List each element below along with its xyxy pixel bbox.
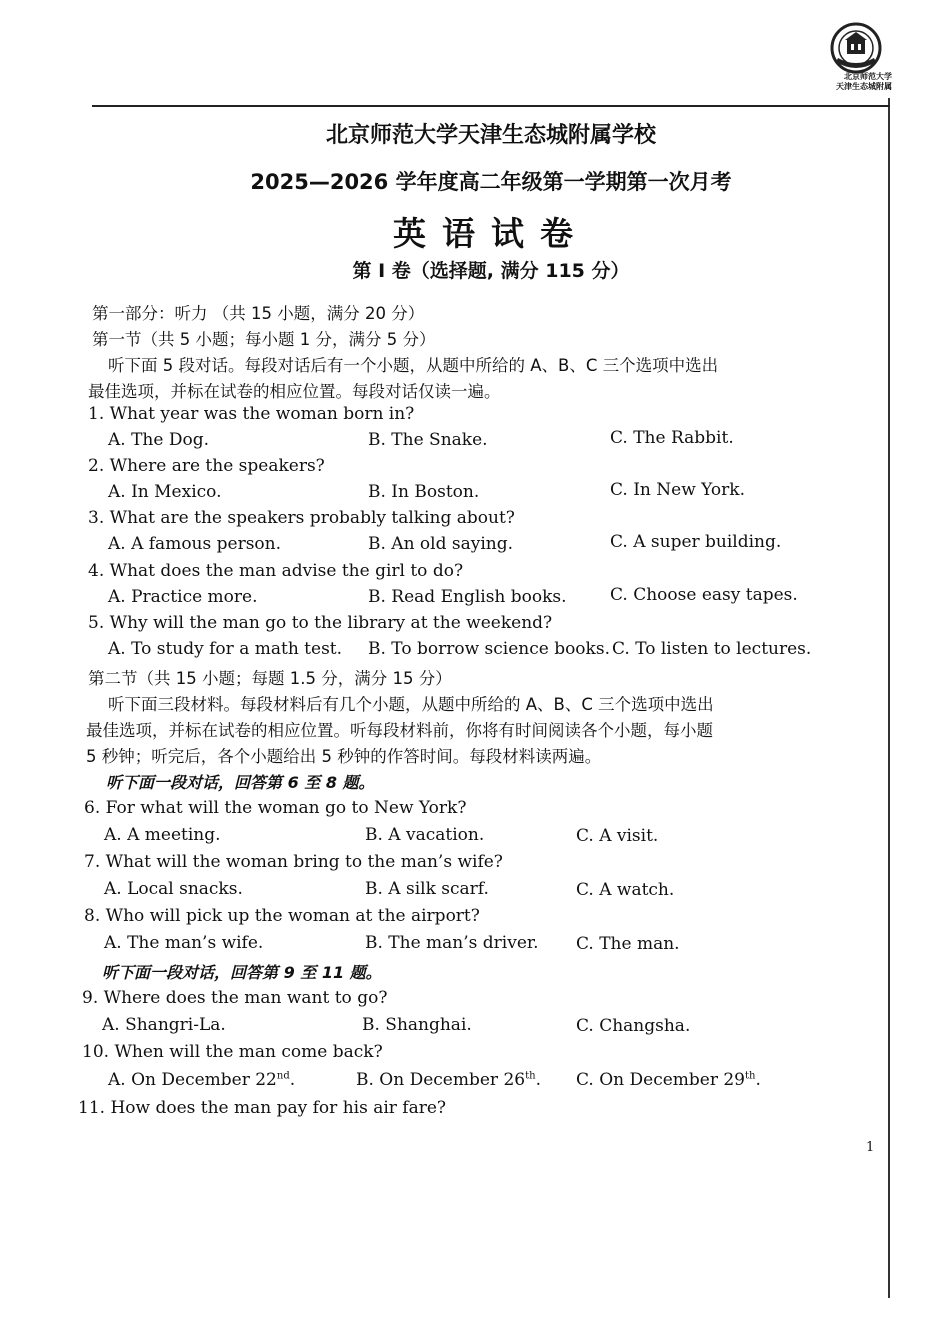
q10-option-a: [108, 1070, 295, 1090]
question-3: 3. What are the speakers probably talking about?: [88, 508, 515, 528]
logo-caption: [800, 72, 892, 92]
question-11: 11. How does the man pay for his air fare?: [78, 1098, 447, 1118]
q9-option-c: C. Changsha.: [576, 1016, 691, 1036]
q7-option-c: C. A watch.: [576, 880, 675, 900]
q4-option-a: A. Practice more.: [108, 587, 258, 607]
question-5: 5. Why will the man go to the library at the weekend?: [88, 613, 553, 633]
q5-option-a: A. To study for a math test.: [108, 639, 343, 659]
q10-option-c-text: C. On December 29: [576, 1070, 745, 1090]
q10-option-c-end: .: [755, 1070, 761, 1090]
q7-option-b: B. A silk scarf.: [365, 879, 489, 899]
header-rule: [92, 105, 890, 107]
q6-option-b: B. A vacation.: [365, 825, 485, 845]
q2-option-b: B. In Boston.: [368, 482, 480, 502]
question-2: 2. Where are the speakers?: [88, 456, 325, 476]
school-logo-icon: [830, 22, 882, 74]
q1-option-b: B. The Snake.: [368, 430, 488, 450]
q8-option-b: B. The man’s driver.: [365, 933, 539, 953]
q4-option-b: B. Read English books.: [368, 587, 567, 607]
q10-option-b: [356, 1070, 541, 1090]
listening-note-9-11: 听下面一段对话，回答第 9 至 11 题。: [102, 963, 382, 982]
subject-title: 英语试卷: [393, 214, 589, 253]
listening-note-6-8: 听下面一段对话，回答第 6 至 8 题。: [106, 773, 375, 792]
question-1: 1. What year was the woman born in?: [88, 404, 415, 424]
volume-title: 第 I 卷（选择题, 满分 115 分）: [352, 260, 630, 282]
q10-option-c-sup: th: [745, 1070, 756, 1082]
q10-option-b-end: .: [535, 1070, 541, 1090]
q10-option-a-text: A. On December 22: [108, 1070, 277, 1090]
logo-caption-line1: 北京师范大学: [844, 72, 892, 81]
q4-option-c: C. Choose easy tapes.: [610, 585, 798, 605]
q9-option-a: A. Shangri-La.: [102, 1015, 226, 1035]
q9-option-b: B. Shanghai.: [362, 1015, 472, 1035]
question-4: 4. What does the man advise the girl to do?: [88, 561, 464, 581]
q7-option-a: A. Local snacks.: [104, 879, 243, 899]
section1-instruction-line2: 最佳选项，并标在试卷的相应位置。每段对话仅读一遍。: [88, 382, 501, 401]
q3-option-b: B. An old saying.: [368, 534, 514, 554]
q10-option-a-end: .: [289, 1070, 296, 1090]
part1-title: 第一部分：听力 （共 15 小题，满分 20 分）: [92, 304, 425, 323]
logo-caption-line2: 天津生态城附属: [836, 82, 892, 91]
question-7: 7. What will the woman bring to the man’s wife?: [84, 852, 503, 872]
school-name: 北京师范大学天津生态城附属学校: [325, 123, 656, 148]
section2-instruction-line1: 听下面三段材料。每段材料后有几个小题，从题中所给的 A、B、C 三个选项中选出: [108, 695, 714, 714]
question-8: 8. Who will pick up the woman at the airport?: [84, 906, 480, 926]
q10-option-c: [576, 1070, 761, 1090]
q5-option-b: B. To borrow science books.: [368, 639, 610, 659]
question-6: 6. For what will the woman go to New York?: [84, 798, 467, 818]
q8-option-a: A. The man’s wife.: [104, 933, 264, 953]
question-10: 10. When will the man come back?: [82, 1042, 383, 1062]
q2-option-a: A. In Mexico.: [108, 482, 222, 502]
q6-option-a: A. A meeting.: [104, 825, 221, 845]
q3-option-c: C. A super building.: [610, 532, 782, 552]
section2-title: 第二节（共 15 小题；每题 1.5 分，满分 15 分）: [88, 669, 452, 688]
q10-option-b-sup: th: [525, 1070, 536, 1082]
section1-instruction-line1: 听下面 5 段对话。每段对话后有一个小题，从题中所给的 A、B、C 三个选项中选出: [108, 356, 719, 375]
section2-instruction-line3: 5 秒钟；听完后，各个小题给出 5 秒钟的作答时间。每段材料读两遍。: [86, 747, 602, 766]
q6-option-c: C. A visit.: [576, 826, 659, 846]
q10-option-a-sup: nd: [276, 1070, 290, 1082]
q3-option-a: A. A famous person.: [108, 534, 282, 554]
q10-option-b-text: B. On December 26: [356, 1070, 526, 1090]
exam-title: 2025—2026 学年度高二年级第一学期第一次月考: [250, 170, 732, 194]
q8-option-c: C. The man.: [576, 934, 680, 954]
section2-instruction-line2: 最佳选项，并标在试卷的相应位置。听每段材料前，你将有时间阅读各个小题，每小题: [86, 721, 713, 740]
q2-option-c: C. In New York.: [610, 480, 745, 500]
page-number: 1: [866, 1140, 875, 1155]
question-9: 9. Where does the man want to go?: [82, 988, 388, 1008]
section1-title: 第一节（共 5 小题；每小题 1 分，满分 5 分）: [92, 330, 436, 349]
q5-option-c: C. To listen to lectures.: [612, 639, 812, 659]
q1-option-a: A. The Dog.: [108, 430, 209, 450]
q1-option-c: C. The Rabbit.: [610, 428, 734, 448]
